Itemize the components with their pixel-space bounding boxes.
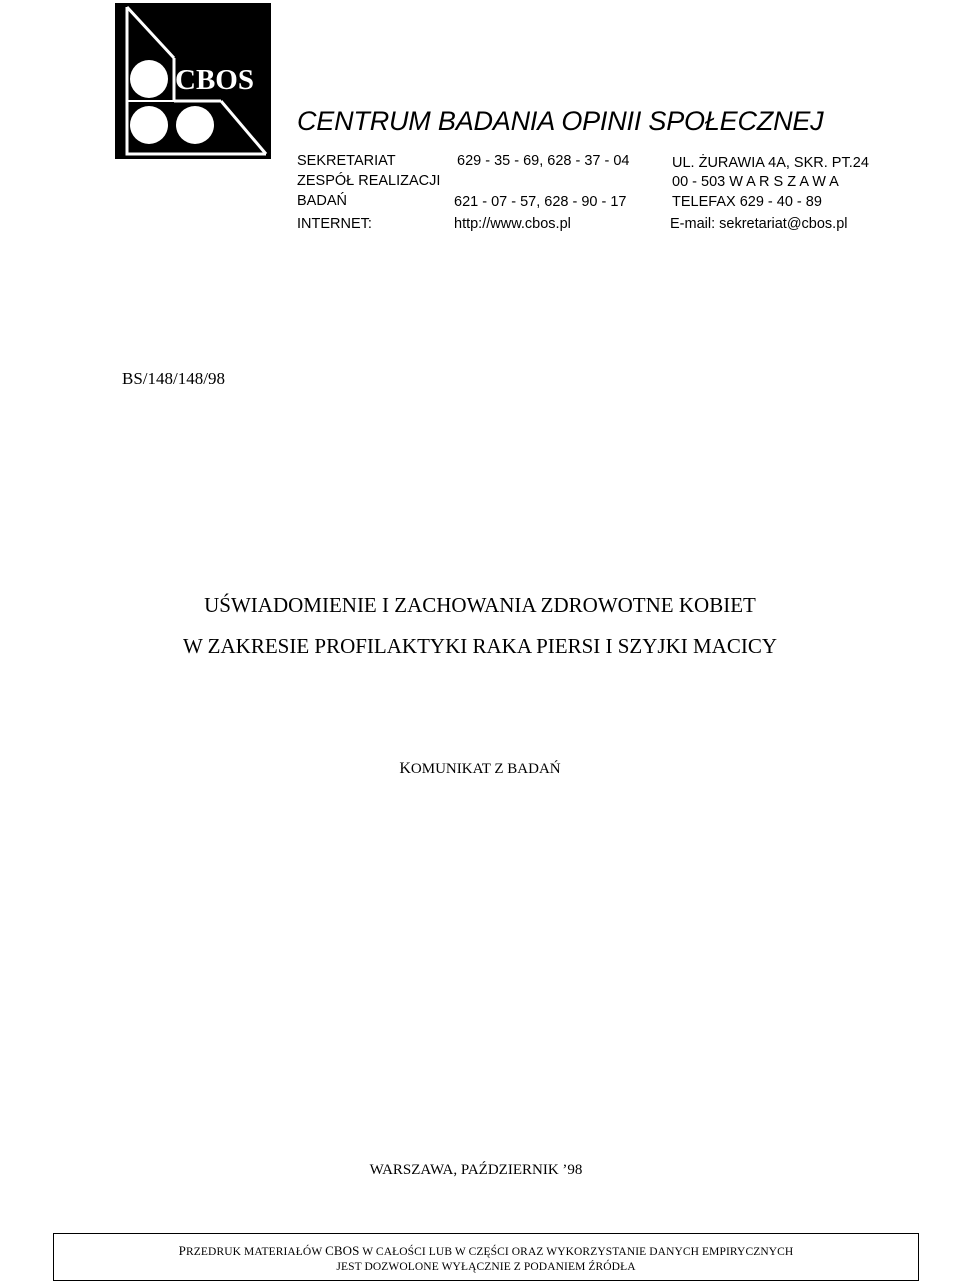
- phones-field-team: 621 - 07 - 57, 628 - 90 - 17: [454, 194, 627, 210]
- place-and-date: WARSZAWA, PAŹDZIERNIK ’98: [369, 1162, 583, 1178]
- copyright-notice-box: [53, 1233, 919, 1281]
- label-internet: INTERNET:: [297, 216, 372, 232]
- copyright-notice-line-1: [54, 1243, 918, 1259]
- cbos-logo: [115, 3, 271, 159]
- email-link[interactable]: E-mail: sekretariat@cbos.pl: [670, 216, 848, 232]
- report-title-line-2: W ZAKRESIE PROFILAKTYKI RAKA PIERSI I SZYJKI MACICY: [182, 634, 778, 658]
- document-kind-rest: OMUNIKAT Z BADAŃ: [410, 761, 561, 777]
- notice-brand: CBOS: [325, 1243, 360, 1258]
- telefax: TELEFAX 629 - 40 - 89: [672, 194, 822, 210]
- phones-secretariat: 629 - 35 - 69, 628 - 37 - 04: [457, 153, 630, 169]
- label-badan: BADAŃ: [297, 193, 347, 209]
- label-zespol-realizacji: ZESPÓŁ REALIZACJI: [297, 173, 441, 189]
- notice-text-a: RZEDRUK MATERIAŁÓW: [186, 1246, 326, 1258]
- website-link[interactable]: http://www.cbos.pl: [454, 216, 571, 232]
- notice-text-b: W CAŁOŚCI LUB W CZĘŚCI ORAZ WYKORZYSTANIE DANYCH EMPIRYCZNYCH: [359, 1246, 794, 1258]
- notice-initial: P: [178, 1243, 187, 1258]
- document-kind: [0, 760, 960, 778]
- copyright-notice-line-2: JEST DOZWOLONE WYŁĄCZNIE Z PODANIEM ŹRÓDŁA: [336, 1261, 636, 1273]
- document-reference: BS/148/148/98: [122, 369, 225, 388]
- address-city: 00 - 503 W A R S Z A W A: [672, 174, 839, 190]
- label-sekretariat: SEKRETARIAT: [297, 153, 396, 169]
- document-kind-initial: K: [399, 760, 411, 777]
- report-title-line-1: UŚWIADOMIENIE I ZACHOWANIA ZDROWOTNE KOBIET: [204, 593, 756, 617]
- logo-text: CBOS: [175, 64, 254, 96]
- address-street: UL. ŻURAWIA 4A, SKR. PT.24: [672, 155, 869, 171]
- organization-name: CENTRUM BADANIA OPINII SPOŁECZNEJ: [297, 106, 824, 136]
